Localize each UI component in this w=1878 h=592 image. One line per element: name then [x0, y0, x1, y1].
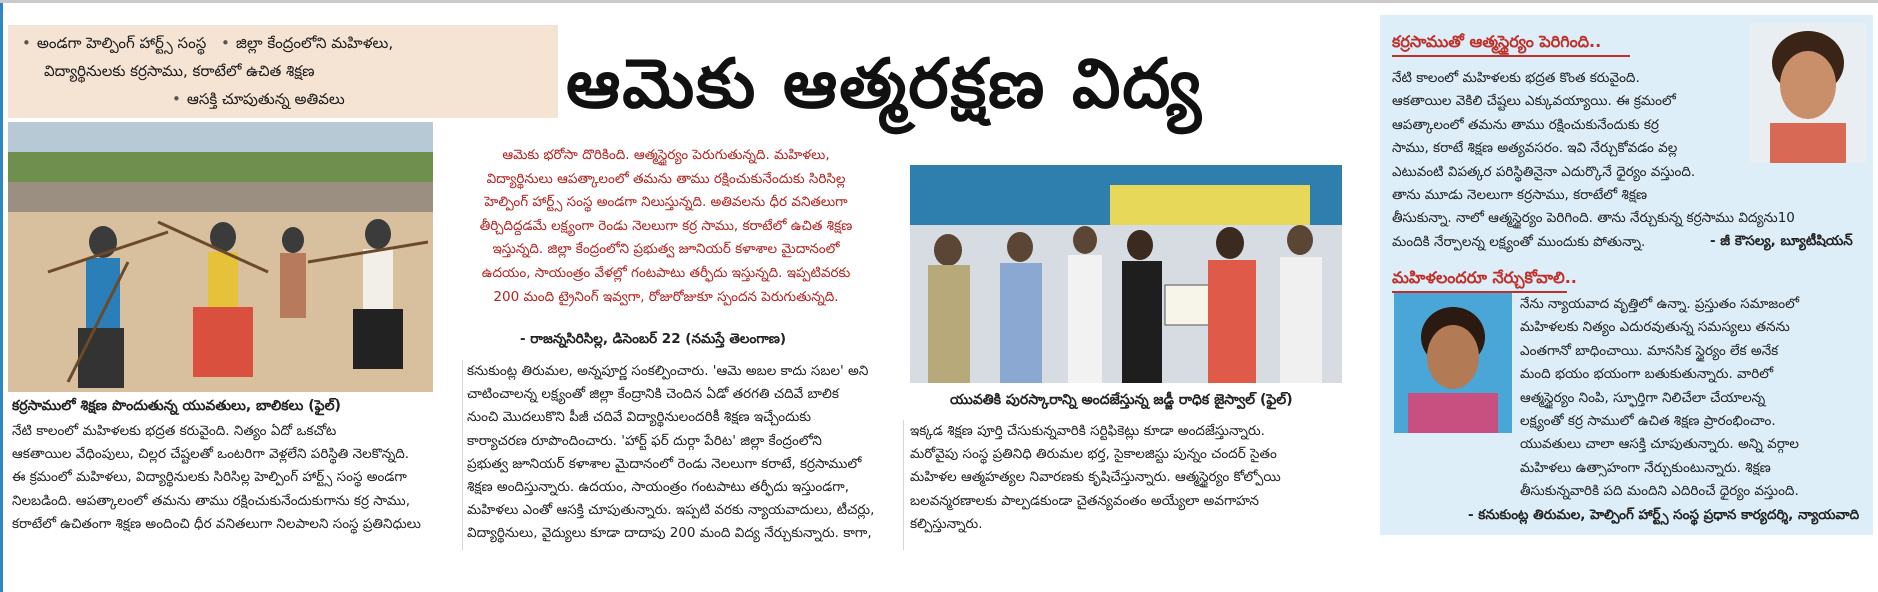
- body-line: కార్యాచరణ రూపొందించారు. 'హార్ట్ ఫర్ దుర్గా పేరిట' జిల్లా కేంద్రంలోని: [467, 432, 822, 449]
- body-line: మహిళల ఆత్మహత్యల నివారణకు కృషిచేస్తున్నారు. ఆత్మస్థైర్యం కోల్పోయి: [910, 469, 1281, 486]
- sidebar-line: మహిళలకు నిత్యం ఎదురవుతున్న సమస్యలు తనను: [1520, 319, 1790, 336]
- dateline: - రాజన్నసిరిసిల్ల, డిసెంబర్ 22 (నమస్తే తెలంగాణ): [520, 331, 787, 347]
- body-column-2: [467, 360, 899, 546]
- sidebar-heading-2: మహిళలందరూ నేర్చుకోవాలి..: [1392, 267, 1577, 289]
- photo-center-caption: యువతికి పురస్కారాన్ని అందజేస్తున్న జడ్జీ రాధిక జైస్వాల్ (ఫైల్): [950, 392, 1293, 408]
- body-line: ఆకతాయిల వేధింపులు, చిల్లర చేష్టలతో ఒంటరిగా వెళ్లలేని పరిస్థితి నెలకొన్నది.: [12, 446, 410, 463]
- sidebar-line: లక్ష్యంతో కర్ర సాములో ఉచిత శిక్షణ ప్రారంభించాం.: [1520, 413, 1776, 430]
- sidebar-line: ఆకతాయిల వెకిలి చేష్టలు ఎక్కువయ్యాయి. ఈ క్రమంలో: [1392, 93, 1676, 110]
- sidebar-quotes: [1380, 15, 1873, 535]
- body-line: ఈ క్రమంలో మహిళలు, విద్యార్థినులకు సిరిసిల్ల హెల్పింగ్ హార్ట్స్ సంస్థ అండగా: [12, 469, 407, 486]
- sidebar-line: తీసుకున్నవారికి పది మందిని ఎదిరించే ధైర్యం వస్తుంది.: [1520, 483, 1799, 500]
- sidebar-line: మంది భయం భయంగా బతుకుతున్నారు. వారిలో: [1520, 366, 1774, 383]
- body-line: మరోవైపు సంస్థ ప్రతినిధి తిరుమల భర్త, సైకాలజిస్టు పున్నం చందర్ సైతం: [910, 446, 1277, 463]
- photo-award-ceremony: [910, 165, 1342, 383]
- photo-kousalya: [1750, 23, 1866, 163]
- intro-block: [466, 144, 866, 309]
- intro-line: 200 మంది ట్రైనింగ్ ఇవ్వగా, రోజురోజుకూ స్పందన పెరుగుతున్నది.: [493, 288, 839, 305]
- bullet-icon: •: [221, 34, 230, 52]
- body-line: ప్రభుత్వ జూనియర్ కళాశాల మైదానంలో రెండు నెలలుగా కరాటే, కర్రసాములో: [467, 455, 862, 472]
- body-line: నుంచి మొదలుకొని పీజీ చదివే విద్యార్థినులందరికీ శిక్షణ ఇచ్చేందుకు: [467, 409, 812, 426]
- body-line: మహిళలు ఎంతో ఆసక్తి చూపుతున్నారు. ఇప్పటి వరకు న్యాయవాదులు, టీచర్లు,: [467, 502, 875, 519]
- body-line: కల్పిస్తున్నారు.: [910, 515, 983, 532]
- body-line: నేటి కాలంలో మహిళలకు భద్రత కరువైంది. నిత్యం ఏదో ఒకచోట: [12, 423, 337, 439]
- kicker-line-3: • ఆసక్తి చూపుతున్న అతివలు: [172, 90, 345, 108]
- body-line: చాటించాలన్న లక్ష్యంతో జిల్లా కేంద్రానికి చెందిన ఏడో తరగతి చదివే బాలిక: [467, 386, 839, 403]
- sidebar-heading-1: కర్రసాముతో ఆత్మస్థైర్యం పెరిగింది..: [1392, 31, 1601, 53]
- column-rule: [462, 360, 463, 550]
- body-column-1: [12, 420, 458, 536]
- sidebar-line: మహిళలు ఉత్సాహంగా నేర్చుకుంటున్నారు. శిక్షణ: [1520, 459, 1771, 476]
- photo-thirumala: [1394, 293, 1512, 433]
- body-line: కరాటేలో ఉచితంగా శిక్షణ అందించి ధీర వనితలుగా నిలపాలని సంస్థ ప్రతినిధులు: [12, 515, 421, 532]
- body-line: బలవన్మరణాలకు పాల్పడకుండా చైతన్యవంతం అయ్యేలా అవగాహన: [910, 492, 1259, 509]
- top-rule: [0, 0, 1878, 3]
- left-accent-bar: [0, 3, 3, 592]
- column-rule: [903, 420, 904, 550]
- photo-karrasamu-training: [8, 122, 433, 392]
- sidebar-line: ఆపత్కాలంలో తమను తాము రక్షించుకునేందుకు కర్ర: [1392, 116, 1659, 133]
- bullet-icon: •: [22, 34, 31, 52]
- sidebar-line: ఎటువంటి విపత్కర పరిస్థితినైనా ఎదుర్కొనే ధైర్యం వస్తుంది.: [1392, 163, 1696, 180]
- body-line: విద్యార్థినులు, వైద్యులు కూడా దాదాపు 200 మంది విద్య నేర్చుకున్నారు. కాగా,: [467, 525, 872, 542]
- body-line: నిలబడింది. ఆపత్కాలంలో తమను తాము రక్షించుకునేందుకుగాను కర్ర సాము,: [12, 492, 411, 509]
- kicker-line-1: • అండగా హెల్పింగ్ హార్ట్స్ సంస్థ • జిల్లా కేంద్రంలోని మహిళలు,: [22, 34, 394, 52]
- body-line: శిక్షణ అందిస్తున్నారు. ఉదయం, సాయంత్రం గంటపాటు తర్ఫీదు ఇస్తుండగా,: [467, 479, 849, 496]
- photo-left-caption: కర్రసాములో శిక్షణ పొందుతున్న యువతులు, బాలికలు (ఫైల్): [12, 398, 341, 414]
- kicker-box: [8, 25, 558, 118]
- sidebar-line: సాము, కరాటే శిక్షణ అత్యవసరం. ఇవి నేర్చుకోవడం వల్ల: [1392, 140, 1678, 157]
- body-column-3: [910, 420, 1370, 536]
- intro-line: తీర్చిదిద్దడమే లక్ష్యంగా రెండు నెలలుగా కర్ర సాము, కరాటేలో ఉచిత శిక్షణ: [479, 217, 853, 234]
- body-line: ఇక్కడ శిక్షణ పూర్తి చేసుకున్నవారికి సర్టిఫికెట్లు కూడా అందజేస్తున్నారు.: [910, 423, 1265, 439]
- intro-line: ఆమెకు భరోసా దొరికింది. ఆత్మస్థైర్యం పెరుగుతున్నది. మహిళలు,: [502, 147, 830, 163]
- sidebar-line: ఆత్మస్థైర్యం నింపి, స్ఫూర్తిగా నిలిచేలా చేయాలన్న: [1520, 389, 1766, 406]
- sidebar-signature-2: - కనుకుంట్ల తిరుమల, హెల్పింగ్ హార్ట్స్ సంస్థ ప్రధాన కార్యదర్శి, న్యాయవాది: [1468, 507, 1860, 523]
- sidebar-text-2: [1520, 293, 1865, 504]
- sidebar-line: యువతులు చాలా ఆసక్తి చూపుతున్నారు. అన్ని వర్గాల: [1520, 436, 1799, 453]
- bullet-icon: •: [172, 90, 181, 108]
- sidebar-signature-1: - జీ కౌసల్య, బ్యూటీషియన్: [1710, 233, 1853, 249]
- sidebar-line: తీసుకున్నా. నాలో ఆత్మస్థైర్యం పెరిగింది. తాను నేర్చుకున్న కర్రసాము విద్యను10: [1392, 210, 1795, 227]
- headline: ఆమెకు ఆత్మరక్షణ విద్య: [566, 45, 1203, 124]
- body-line: కనుకుంట్ల తిరుమల, అన్నపూర్ణ సంకల్పించారు. 'ఆమె అబల కాదు సబల' అని: [467, 363, 869, 379]
- sidebar-line: నేను న్యాయవాద వృత్తిలో ఉన్నా. ప్రస్తుతం సమాజంలో: [1520, 296, 1799, 312]
- intro-line: విద్యార్థినులు ఆపత్కాలంలో తమను తాము రక్షించుకునేందుకు సిరిసిల్ల: [486, 170, 846, 187]
- sidebar-line: మందికి నేర్పాలన్న లక్ష్యంతో ముందుకు పోతున్నా.: [1392, 233, 1646, 250]
- sidebar-line: ఎంతగానో బాధించాయి. మానసిక స్థైర్యం లేక అనేక: [1520, 342, 1779, 359]
- intro-line: ఉదయం, సాయంత్రం వేళల్లో గంటపాటు తర్ఫీదు ఇస్తున్నది. ఇప్పటివరకు: [481, 264, 851, 281]
- intro-line: ఇస్తున్నది. జిల్లా కేంద్రంలోని ప్రభుత్వ జూనియర్ కళాశాల మైదానంలో: [492, 241, 840, 258]
- kicker-line-2: విద్యార్థినులకు కర్రసాము, కరాటేలో ఉచిత శిక్షణ: [44, 62, 315, 80]
- sidebar-line: నేటి కాలంలో మహిళలకు భద్రత కొంత కరువైంది.: [1392, 70, 1640, 86]
- sidebar-line: తాను మూడు నెలలుగా కర్రసాము, కరాటేలో శిక్షణ: [1392, 187, 1648, 204]
- heading-underline: [1392, 55, 1630, 57]
- intro-line: హెల్పింగ్ హార్ట్స్ సంస్థ అండగా నిలుస్తున్నది. అతివలను ధీర వనితలుగా: [484, 194, 848, 211]
